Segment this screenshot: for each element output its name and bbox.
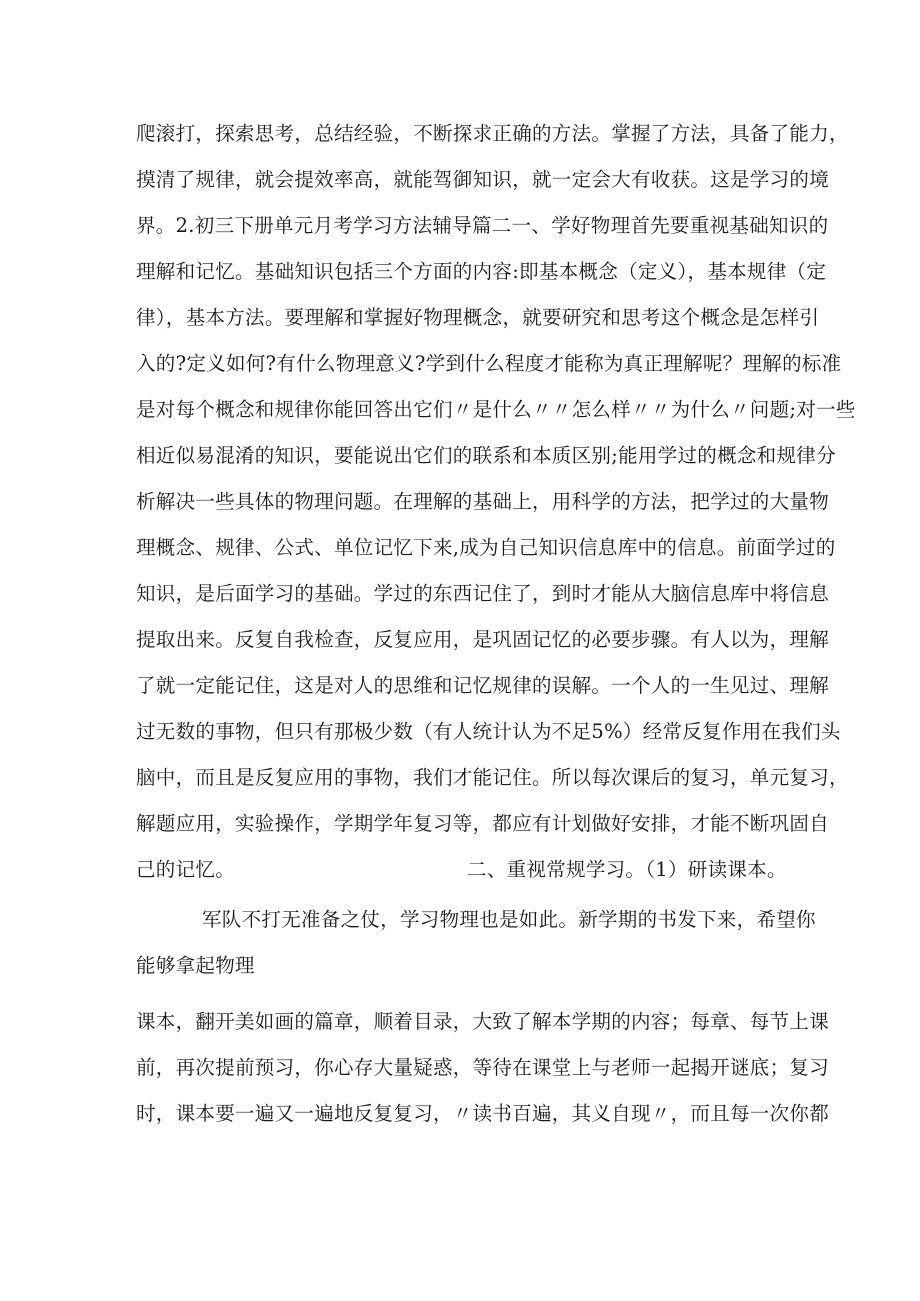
paragraph-first-line: 军队不打无准备之仗，学习物理也是如此。新学期的书发下来，希望你 (202, 908, 816, 931)
body-text-line: 了就一定能记住，这是对人的思维和记忆规律的误解。一个人的一生见过、理解 (136, 674, 830, 697)
body-text-line-with-heading (136, 858, 787, 882)
body-text-line: 过无数的事物，但只有那极少数（有人统计认为不足5%）经常反复作用在我们头 (136, 720, 841, 743)
body-text-line: 知识，是后面学习的基础。学过的东西记住了，到时才能从大脑信息库中将信息 (136, 582, 830, 605)
body-text-line: 理解和记忆。基础知识包括三个方面的内容:即基本概念（定义），基本规律（定 (136, 260, 827, 283)
body-text-line: 爬滚打，探索思考，总结经验，不断探求正确的方法。掌握了方法，具备了能力， (136, 122, 849, 145)
body-text-line: 脑中，而且是反复应用的事物，我们才能记住。所以每次课后的复习，单元复习， (136, 766, 849, 789)
body-text-line: 律），基本方法。要理解和掌握好物理概念，就要研究和思考这个概念是怎样引 (136, 306, 820, 329)
body-text-line: 析解决一些具体的物理问题。在理解的基础上，用科学的方法，把学过的大量物 (136, 490, 830, 513)
body-text-line: 是对每个概念和规律你能回答出它们〃是什么〃〃怎么样〃〃为什么〃问题;对一些 (136, 398, 856, 421)
body-text-line: 摸清了规律，就会提效率高，就能驾御知识，就一定会大有收获。这是学习的境 (136, 168, 830, 191)
body-text-line: 课本，翻开美如画的篇章，顺着目录，大致了解本学期的内容；每章、每节上课 (136, 1010, 830, 1033)
body-text-line: 理概念、规律、公式、单位记忆下来,成为自己知识信息库中的信息。前面学过的 (136, 536, 836, 559)
body-text-line: 时，课本要一遍又一遍地反复复习，〃读书百遍，其义自现〃，而且每一次你都 (136, 1102, 830, 1125)
body-text-line: 入的?定义如何?有什么物理意义?学到什么程度才能称为真正理解呢？理解的标准 (136, 352, 842, 375)
body-text-line: 相近似易混淆的知识，要能说出它们的联系和本质区别;能用学过的概念和规律分 (136, 444, 836, 467)
body-text-fragment: 己的记忆。 (136, 858, 236, 881)
body-text-line: 提取出来。反复自我检查，反复应用，是巩固记忆的必要步骤。有人以为，理解 (136, 628, 830, 651)
section-heading: 二、重视常规学习。（1）研读课本。 (467, 858, 787, 881)
body-text-line: 前，再次提前预习，你心存大量疑惑，等待在课堂上与老师一起揭开谜底；复习 (136, 1056, 830, 1079)
body-text-line: 界。2.初三下册单元月考学习方法辅导篇二一、学好物理首先要重视基础知识的 (136, 214, 829, 237)
body-text-line: 能够拿起物理 (136, 954, 255, 977)
body-text-line: 解题应用，实验操作，学期学年复习等，都应有计划做好安排，才能不断巩固自 (136, 812, 830, 835)
